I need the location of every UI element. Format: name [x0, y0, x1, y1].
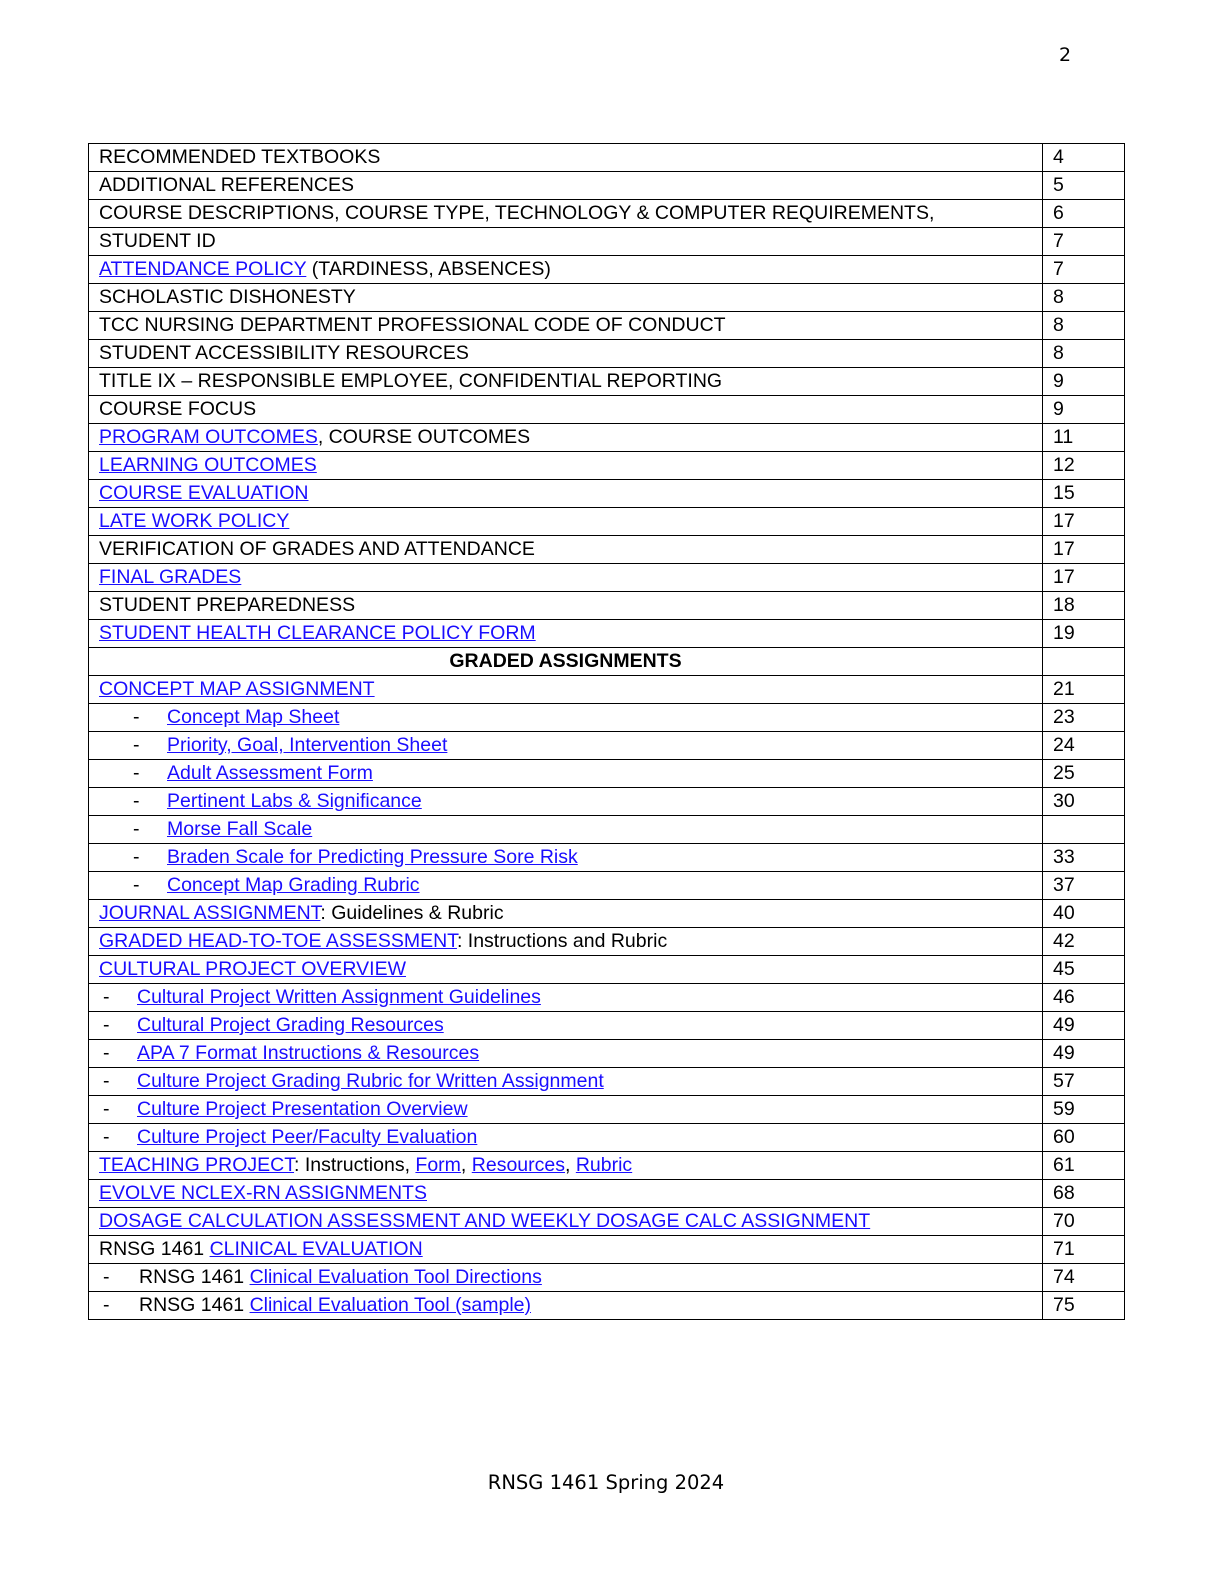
toc-row	[89, 928, 1125, 956]
toc-page-number: 9	[1043, 396, 1125, 424]
toc-row	[89, 620, 1125, 648]
toc-row	[89, 1152, 1125, 1180]
toc-page-number: 45	[1043, 956, 1125, 984]
toc-entry-title	[89, 452, 1043, 480]
bullet-dash: -	[133, 846, 140, 868]
toc-link[interactable]: ATTENDANCE POLICY	[99, 258, 307, 280]
toc-row	[89, 144, 1125, 172]
bullet-dash: -	[133, 734, 140, 756]
toc-row	[89, 816, 1125, 844]
toc-link[interactable]: JOURNAL ASSIGNMENT	[99, 902, 321, 924]
toc-page-number: 40	[1043, 900, 1125, 928]
toc-link[interactable]: Concept Map Sheet	[167, 706, 340, 728]
bullet-dash: -	[103, 1098, 110, 1120]
toc-entry-title	[89, 508, 1043, 536]
toc-text: RNSG 1461	[139, 1266, 250, 1288]
table-of-contents	[88, 143, 1125, 1320]
bullet-dash: -	[103, 1266, 110, 1288]
toc-page-number: 49	[1043, 1040, 1125, 1068]
toc-row	[89, 1124, 1125, 1152]
toc-entry-title	[89, 816, 1043, 844]
toc-row	[89, 788, 1125, 816]
toc-row	[89, 1068, 1125, 1096]
toc-text: STUDENT ID	[99, 230, 216, 252]
toc-entry-title	[89, 480, 1043, 508]
toc-entry-title	[89, 872, 1043, 900]
toc-row	[89, 732, 1125, 760]
toc-entry-title	[89, 1096, 1043, 1124]
toc-entry-title	[89, 256, 1043, 284]
toc-page-number: 8	[1043, 284, 1125, 312]
toc-link[interactable]: Culture Project Grading Rubric for Written Assignment	[137, 1070, 604, 1092]
toc-link[interactable]: LEARNING OUTCOMES	[99, 454, 317, 476]
toc-text: , COURSE OUTCOMES	[317, 426, 531, 448]
toc-page-number: 71	[1043, 1236, 1125, 1264]
toc-link[interactable]: Cultural Project Grading Resources	[137, 1014, 444, 1036]
toc-row	[89, 1236, 1125, 1264]
toc-page-number	[1043, 816, 1125, 844]
toc-section-heading-row	[89, 648, 1125, 676]
bullet-dash: -	[103, 986, 110, 1008]
toc-text: (TARDINESS, ABSENCES)	[306, 258, 551, 280]
toc-row	[89, 172, 1125, 200]
toc-entry-title	[89, 228, 1043, 256]
page-number: 2	[1058, 44, 1072, 66]
toc-entry-title	[89, 592, 1043, 620]
toc-page-number: 8	[1043, 312, 1125, 340]
toc-link[interactable]: Adult Assessment Form	[167, 762, 373, 784]
bullet-dash: -	[103, 1070, 110, 1092]
toc-page-number: 12	[1043, 452, 1125, 480]
toc-page-number: 70	[1043, 1208, 1125, 1236]
toc-row	[89, 256, 1125, 284]
toc-row	[89, 676, 1125, 704]
toc-row	[89, 844, 1125, 872]
toc-text: : Guidelines & Rubric	[320, 902, 504, 924]
toc-entry-title	[89, 340, 1043, 368]
toc-link[interactable]: CLINICAL EVALUATION	[209, 1238, 423, 1260]
toc-text: COURSE DESCRIPTIONS, COURSE TYPE, TECHNOLOGY & COMPUTER REQUIREMENTS,	[99, 202, 935, 224]
toc-page-number: 60	[1043, 1124, 1125, 1152]
toc-link[interactable]: DOSAGE CALCULATION ASSESSMENT AND WEEKLY DOSAGE CALC ASSIGNMENT	[99, 1210, 871, 1232]
toc-entry-title	[89, 1152, 1043, 1180]
toc-entry-title	[89, 1292, 1043, 1320]
toc-text: : Instructions and Rubric	[456, 930, 668, 952]
toc-text: ,	[564, 1154, 576, 1176]
toc-page-number: 21	[1043, 676, 1125, 704]
toc-page-number: 61	[1043, 1152, 1125, 1180]
toc-entry-title	[89, 284, 1043, 312]
toc-link[interactable]: COURSE EVALUATION	[99, 482, 309, 504]
toc-row	[89, 424, 1125, 452]
toc-row	[89, 396, 1125, 424]
bullet-dash: -	[133, 706, 140, 728]
toc-text: RECOMMENDED TEXTBOOKS	[99, 146, 381, 168]
toc-entry-title	[89, 1040, 1043, 1068]
toc-link[interactable]: Resources	[471, 1154, 565, 1176]
toc-page-number: 30	[1043, 788, 1125, 816]
toc-page-number: 25	[1043, 760, 1125, 788]
toc-row	[89, 536, 1125, 564]
toc-row	[89, 1292, 1125, 1320]
toc-row	[89, 340, 1125, 368]
toc-text: STUDENT ACCESSIBILITY RESOURCES	[99, 342, 469, 364]
toc-row	[89, 956, 1125, 984]
toc-page-number: 59	[1043, 1096, 1125, 1124]
toc-entry-title	[89, 1180, 1043, 1208]
toc-text: ,	[460, 1154, 472, 1176]
toc-page-number	[1043, 648, 1125, 676]
toc-link[interactable]: PROGRAM OUTCOMES	[99, 426, 318, 448]
toc-page-number: 7	[1043, 256, 1125, 284]
toc-row	[89, 1012, 1125, 1040]
bullet-dash: -	[103, 1042, 110, 1064]
toc-row	[89, 228, 1125, 256]
toc-row	[89, 872, 1125, 900]
toc-row	[89, 1096, 1125, 1124]
toc-link[interactable]: Morse Fall Scale	[167, 818, 313, 840]
toc-link[interactable]: EVOLVE NCLEX-RN ASSIGNMENTS	[99, 1182, 427, 1204]
bullet-dash: -	[133, 874, 140, 896]
toc-row	[89, 452, 1125, 480]
toc-entry-title	[89, 536, 1043, 564]
toc-text: : Instructions,	[294, 1154, 416, 1176]
toc-entry-title	[89, 732, 1043, 760]
toc-row	[89, 760, 1125, 788]
toc-page-number: 5	[1043, 172, 1125, 200]
toc-entry-title	[89, 1124, 1043, 1152]
toc-page-number: 24	[1043, 732, 1125, 760]
toc-entry-title	[89, 1236, 1043, 1264]
toc-page-number: 49	[1043, 1012, 1125, 1040]
toc-link[interactable]: FINAL GRADES	[99, 566, 242, 588]
toc-link[interactable]: Rubric	[575, 1154, 633, 1176]
toc-entry-title	[89, 1012, 1043, 1040]
toc-row	[89, 564, 1125, 592]
toc-link[interactable]: CONCEPT MAP ASSIGNMENT	[99, 678, 375, 700]
toc-entry-title	[89, 844, 1043, 872]
toc-link[interactable]: Culture Project Presentation Overview	[137, 1098, 468, 1120]
toc-entry-title	[89, 956, 1043, 984]
toc-row	[89, 284, 1125, 312]
toc-page-number: 17	[1043, 564, 1125, 592]
toc-text: TITLE IX – RESPONSIBLE EMPLOYEE, CONFIDENTIAL REPORTING	[99, 370, 723, 392]
toc-page-number: 6	[1043, 200, 1125, 228]
toc-link[interactable]: LATE WORK POLICY	[99, 510, 290, 532]
toc-entry-title	[89, 312, 1043, 340]
toc-entry-title	[89, 760, 1043, 788]
toc-page-number: 33	[1043, 844, 1125, 872]
bullet-dash: -	[103, 1126, 110, 1148]
toc-row	[89, 592, 1125, 620]
toc-link[interactable]: TEACHING PROJECT	[99, 1154, 295, 1176]
toc-entry-title	[89, 200, 1043, 228]
toc-body	[89, 144, 1125, 1320]
toc-link[interactable]: STUDENT HEALTH CLEARANCE POLICY FORM	[99, 622, 536, 644]
toc-link[interactable]: Form	[415, 1154, 461, 1176]
toc-page-number: 17	[1043, 536, 1125, 564]
toc-entry-title	[89, 1068, 1043, 1096]
toc-text: ADDITIONAL REFERENCES	[99, 174, 354, 196]
toc-entry-title	[89, 564, 1043, 592]
toc-entry-title	[89, 424, 1043, 452]
toc-page-number: 11	[1043, 424, 1125, 452]
toc-page-number: 75	[1043, 1292, 1125, 1320]
toc-row	[89, 368, 1125, 396]
toc-text: VERIFICATION OF GRADES AND ATTENDANCE	[99, 538, 535, 560]
toc-link[interactable]: Braden Scale for Predicting Pressure Sore Risk	[167, 846, 578, 868]
toc-page-number: 17	[1043, 508, 1125, 536]
toc-link[interactable]: Priority, Goal, Intervention Sheet	[167, 734, 448, 756]
toc-page-number: 9	[1043, 368, 1125, 396]
toc-row	[89, 312, 1125, 340]
bullet-dash: -	[103, 1294, 110, 1316]
toc-entry-title	[89, 368, 1043, 396]
toc-text: COURSE FOCUS	[99, 398, 257, 420]
toc-entry-title	[89, 900, 1043, 928]
toc-text: SCHOLASTIC DISHONESTY	[99, 286, 356, 308]
toc-row	[89, 704, 1125, 732]
toc-link[interactable]: Clinical Evaluation Tool Directions	[249, 1266, 542, 1288]
toc-entry-title	[89, 1208, 1043, 1236]
toc-row	[89, 1040, 1125, 1068]
toc-page-number: 23	[1043, 704, 1125, 732]
toc-row	[89, 984, 1125, 1012]
toc-page-number: 8	[1043, 340, 1125, 368]
bullet-dash: -	[133, 818, 140, 840]
toc-entry-title	[89, 1264, 1043, 1292]
toc-entry-title	[89, 620, 1043, 648]
toc-link[interactable]: Clinical Evaluation Tool (sample)	[249, 1294, 531, 1316]
toc-entry-title	[89, 396, 1043, 424]
toc-entry-title	[89, 788, 1043, 816]
toc-entry-title	[89, 676, 1043, 704]
toc-entry-title	[89, 984, 1043, 1012]
toc-row	[89, 1264, 1125, 1292]
toc-page-number: 18	[1043, 592, 1125, 620]
toc-page-number: 19	[1043, 620, 1125, 648]
toc-entry-title	[89, 928, 1043, 956]
toc-page-number: 7	[1043, 228, 1125, 256]
toc-entry-title	[89, 648, 1043, 676]
toc-row	[89, 200, 1125, 228]
toc-row	[89, 900, 1125, 928]
toc-link[interactable]: Pertinent Labs & Significance	[167, 790, 422, 812]
toc-entry-title	[89, 704, 1043, 732]
toc-entry-title	[89, 172, 1043, 200]
toc-link[interactable]: Concept Map Grading Rubric	[167, 874, 420, 896]
toc-page-number: 42	[1043, 928, 1125, 956]
toc-text: TCC NURSING DEPARTMENT PROFESSIONAL CODE OF CONDUCT	[99, 314, 726, 336]
toc-row	[89, 480, 1125, 508]
toc-page-number: 57	[1043, 1068, 1125, 1096]
toc-text: RNSG 1461	[139, 1294, 250, 1316]
toc-link[interactable]: APA 7 Format Instructions & Resources	[137, 1042, 480, 1064]
toc-link[interactable]: GRADED HEAD-TO-TOE ASSESSMENT	[99, 930, 457, 952]
toc-link[interactable]: CULTURAL PROJECT OVERVIEW	[99, 958, 407, 980]
toc-link[interactable]: Culture Project Peer/Faculty Evaluation	[137, 1126, 478, 1148]
toc-page-number: 46	[1043, 984, 1125, 1012]
toc-page-number: 74	[1043, 1264, 1125, 1292]
toc-row	[89, 1180, 1125, 1208]
toc-entry-title	[89, 144, 1043, 172]
toc-link[interactable]: Cultural Project Written Assignment Guidelines	[137, 986, 541, 1008]
toc-page-number: 68	[1043, 1180, 1125, 1208]
toc-row	[89, 508, 1125, 536]
toc-page-number: 15	[1043, 480, 1125, 508]
toc-page-number: 37	[1043, 872, 1125, 900]
toc-page-number: 4	[1043, 144, 1125, 172]
page-footer: RNSG 1461 Spring 2024	[487, 1471, 725, 1494]
toc-text: STUDENT PREPAREDNESS	[99, 594, 356, 616]
toc-text: GRADED ASSIGNMENTS	[449, 650, 682, 672]
bullet-dash: -	[133, 790, 140, 812]
toc-text: RNSG 1461	[99, 1238, 210, 1260]
bullet-dash: -	[133, 762, 140, 784]
toc-row	[89, 1208, 1125, 1236]
bullet-dash: -	[103, 1014, 110, 1036]
